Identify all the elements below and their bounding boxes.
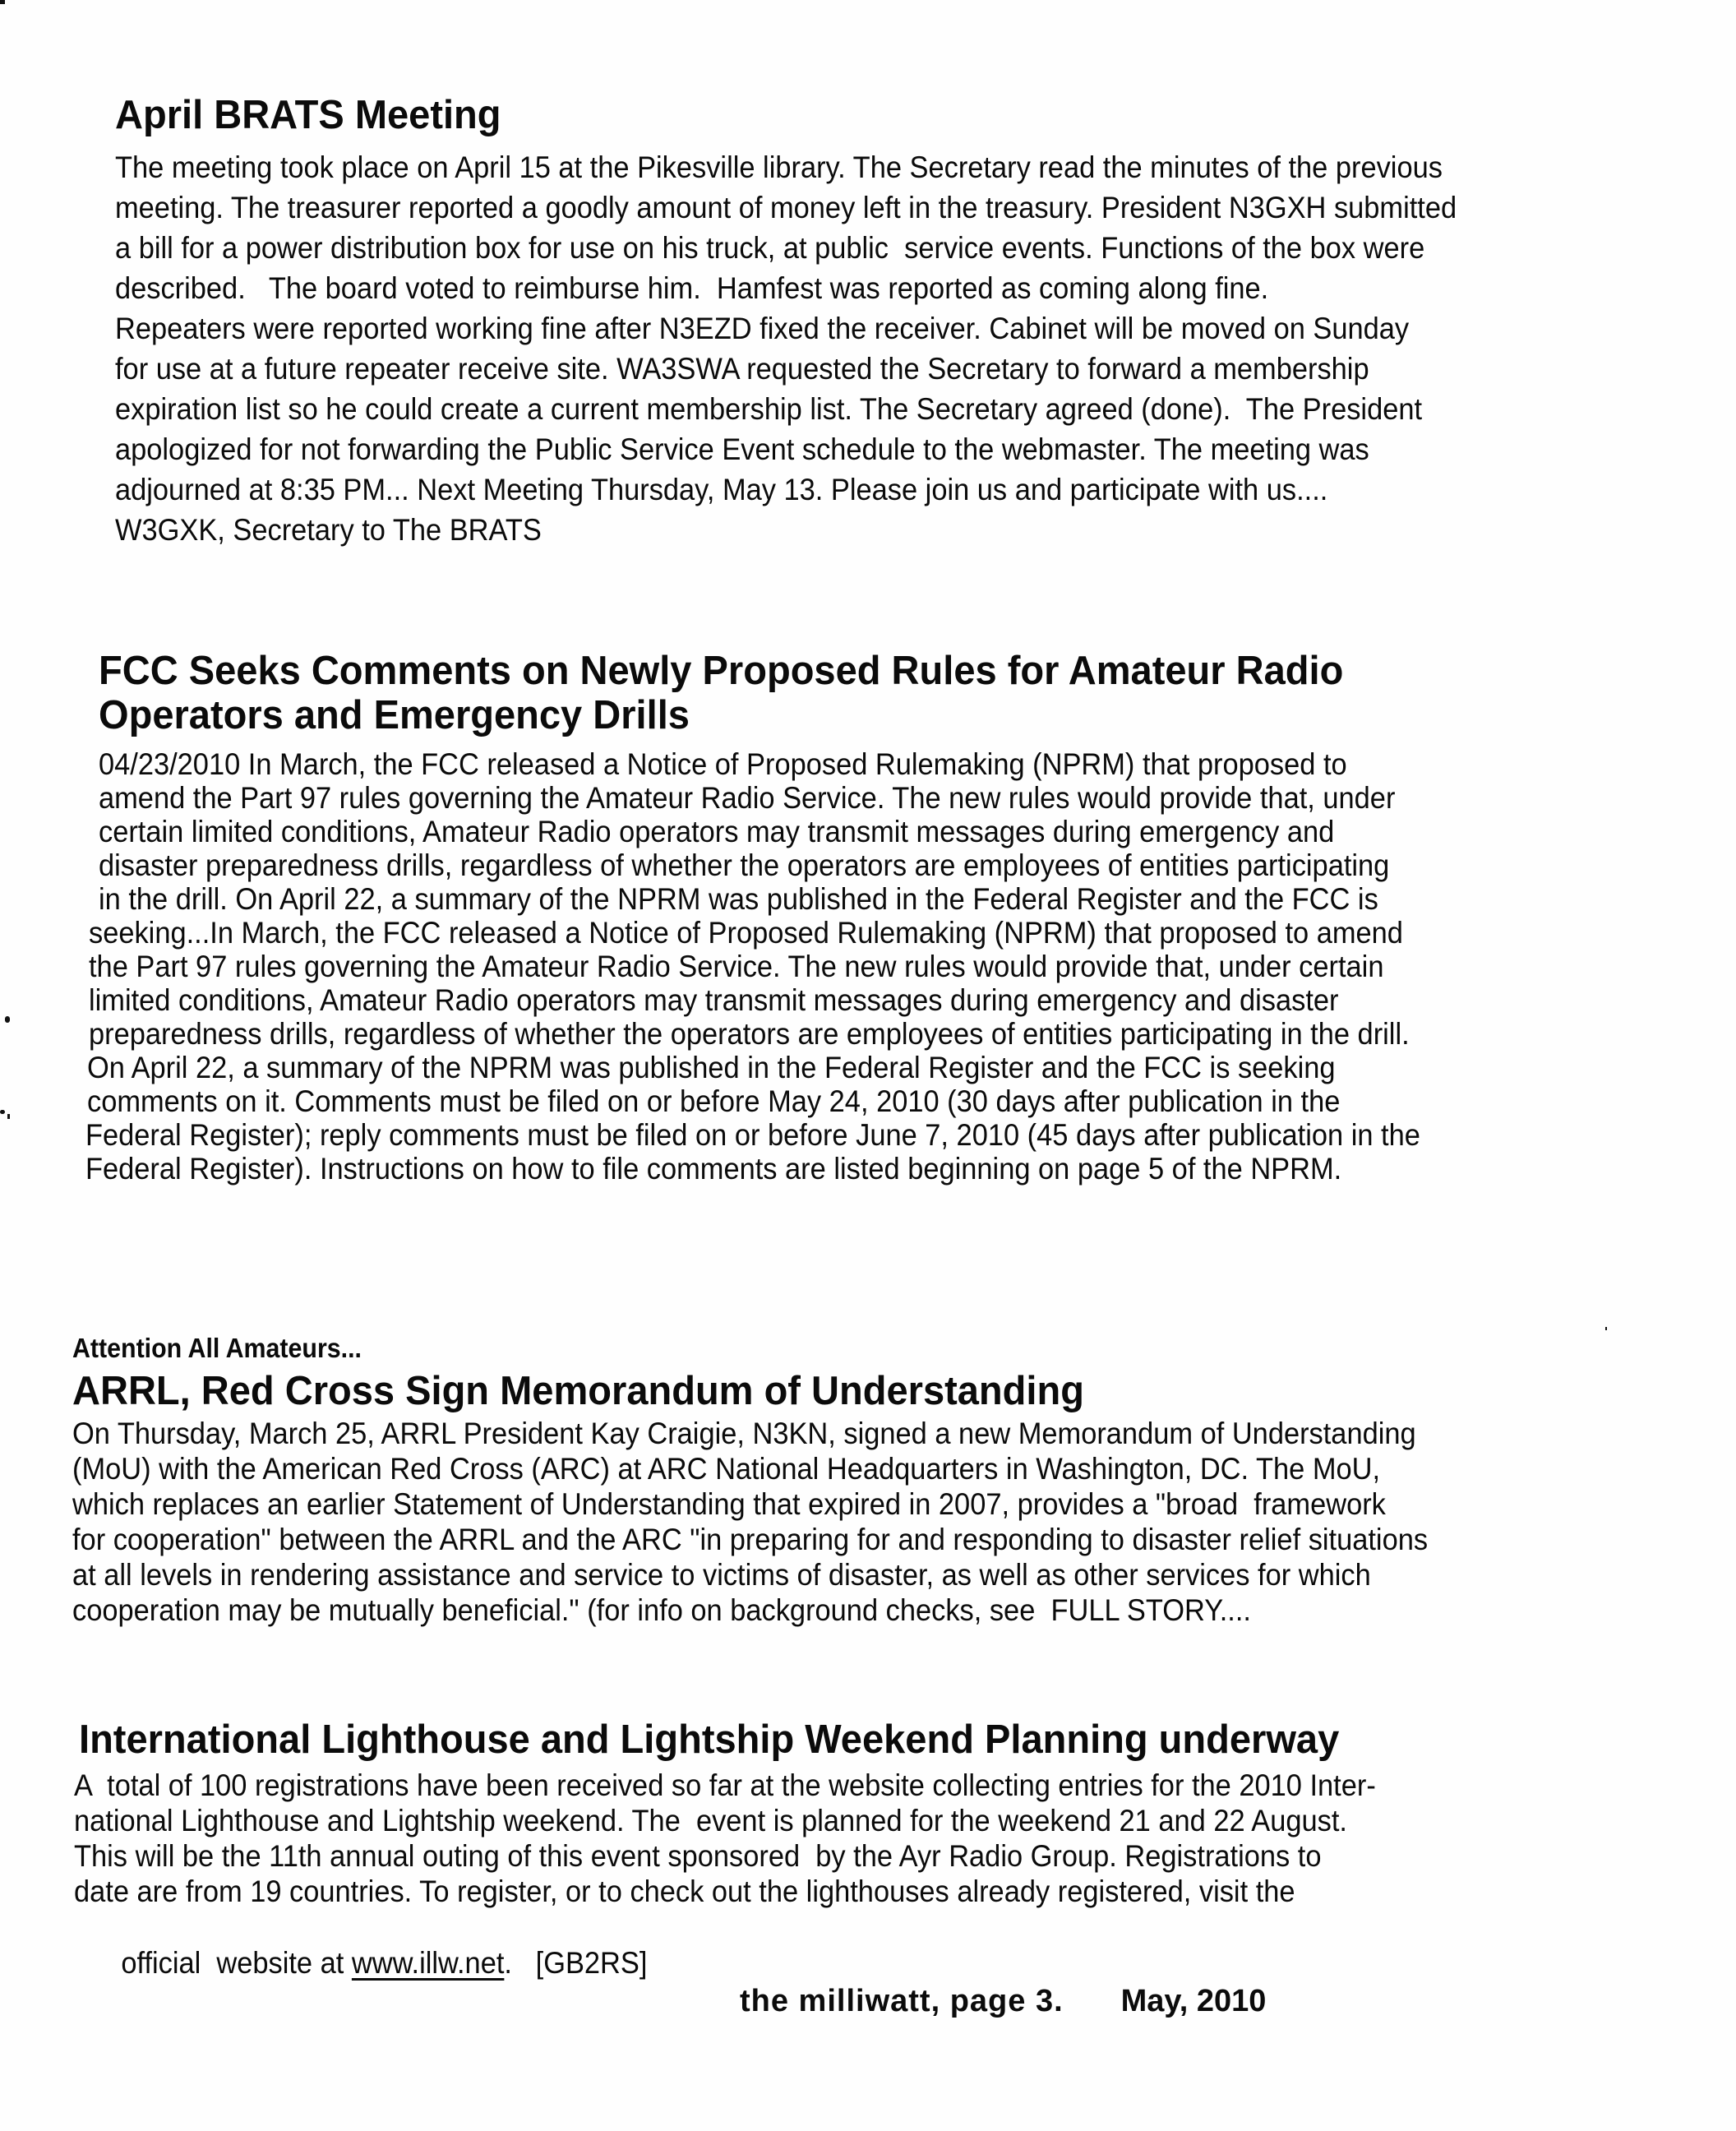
article-line: date are from 19 countries. To register, or to check out the lighthouses already registered, visit the — [74, 1874, 1295, 1908]
article-line: at all levels in rendering assistance and service to victims of disaster, as well as other services for which — [72, 1558, 1371, 1592]
publication-page-label: the milliwatt, page 3. — [740, 1984, 1064, 2018]
article-line: On April 22, a summary of the NPRM was published in the Federal Register and the FCC is seeking — [87, 1051, 1336, 1084]
article-line: adjourned at 8:35 PM... Next Meeting Thursday, May 13. Please join us and participate with us.... — [115, 473, 1328, 506]
article-line: (MoU) with the American Red Cross (ARC) at ARC National Headquarters in Washington, DC. The MoU, — [72, 1452, 1381, 1486]
article-line: for cooperation" between the ARRL and the ARC "in preparing for and responding to disaster relief situations — [72, 1523, 1429, 1556]
article-line: expiration list so he could create a current membership list. The Secretary agreed (done). The President — [115, 392, 1423, 426]
article-line: apologized for not forwarding the Public Service Event schedule to the webmaster. The meeting was — [115, 432, 1369, 466]
article-line: disaster preparedness drills, regardless of whether the operators are employees of entities participating — [99, 848, 1390, 882]
article-line: national Lighthouse and Lightship weekend. The event is planned for the weekend 21 and 22 August. — [74, 1804, 1347, 1837]
article-line: 04/23/2010 In March, the FCC released a Notice of Proposed Rulemaking (NPRM) that proposed to — [99, 747, 1347, 781]
line-suffix: . [GB2RS] — [504, 1946, 648, 1980]
page-footer — [740, 1984, 1266, 2018]
illw-website-link[interactable]: www.illw.net — [351, 1946, 505, 1980]
article-line: which replaces an earlier Statement of Understanding that expired in 2007, provides a "broad framework — [72, 1487, 1386, 1521]
article-line: amend the Part 97 rules governing the Amateur Radio Service. The new rules would provide that, under — [99, 781, 1396, 815]
line-prefix: official website at — [121, 1946, 352, 1980]
article-title: Operators and Emergency Drills — [99, 693, 690, 737]
scan-speck-decoration — [0, 0, 5, 4]
article-line: limited conditions, Amateur Radio operators may transmit messages during emergency and disaster — [89, 983, 1339, 1017]
article-line: in the drill. On April 22, a summary of the NPRM was published in the Federal Register and the FCC is — [99, 882, 1378, 916]
article-line: certain limited conditions, Amateur Radio operators may transmit messages during emergency and — [99, 815, 1335, 848]
article-line: preparedness drills, regardless of whether the operators are employees of entities participating in the drill. — [89, 1017, 1410, 1051]
article-line: a bill for a power distribution box for use on his truck, at public service events. Functions of the box were — [115, 231, 1425, 265]
article-title: FCC Seeks Comments on Newly Proposed Rules for Amateur Radio — [99, 649, 1344, 693]
article-title: International Lighthouse and Lightship Weekend Planning underway — [79, 1717, 1340, 1762]
article-line: This will be the 11th annual outing of this event sponsored by the Ayr Radio Group. Registrations to — [74, 1839, 1322, 1873]
article-line: meeting. The treasurer reported a goodly amount of money left in the treasury. President N3GXH submitted — [115, 191, 1457, 224]
article-line — [74, 1909, 647, 2018]
article-line: for use at a future repeater receive site. WA3SWA requested the Secretary to forward a membership — [115, 352, 1369, 386]
article-title: ARRL, Red Cross Sign Memorandum of Understanding — [72, 1369, 1084, 1413]
article-line: The meeting took place on April 15 at the Pikesville library. The Secretary read the minutes of the previous — [115, 150, 1443, 184]
article-line: Repeaters were reported working fine after N3EZD fixed the receiver. Cabinet will be moved on Sunday — [115, 312, 1410, 345]
article-line: comments on it. Comments must be filed on or before May 24, 2010 (30 days after publication in the — [87, 1084, 1341, 1118]
article-kicker: Attention All Amateurs... — [72, 1333, 362, 1363]
article-signature: W3GXK, Secretary to The BRATS — [115, 513, 542, 547]
article-line: seeking...In March, the FCC released a Notice of Proposed Rulemaking (NPRM) that proposed to amend — [89, 916, 1403, 950]
article-title: April BRATS Meeting — [115, 93, 501, 137]
article-line: the Part 97 rules governing the Amateur Radio Service. The new rules would provide that, under certain — [89, 950, 1384, 983]
article-line: Federal Register). Instructions on how to file comments are listed beginning on page 5 of the NPRM. — [85, 1152, 1342, 1186]
scan-speck-decoration — [1605, 1327, 1607, 1330]
article-line: On Thursday, March 25, ARRL President Kay Craigie, N3KN, signed a new Memorandum of Understanding — [72, 1417, 1416, 1450]
article-line: Federal Register); reply comments must be filed on or before June 7, 2010 (45 days after publication in the — [85, 1118, 1420, 1152]
scan-speck-decoration — [7, 1114, 10, 1119]
issue-date: May, 2010 — [1120, 1984, 1267, 2018]
article-line: cooperation may be mutually beneficial." (for info on background checks, see FULL STORY.... — [72, 1593, 1251, 1627]
article-line: described. The board voted to reimburse him. Hamfest was reported as coming along fine. — [115, 271, 1269, 305]
article-line: A total of 100 registrations have been received so far at the website collecting entries for the 2010 Inter- — [74, 1768, 1376, 1802]
scan-speck-decoration — [5, 1016, 10, 1023]
scan-speck-decoration — [0, 1110, 5, 1114]
